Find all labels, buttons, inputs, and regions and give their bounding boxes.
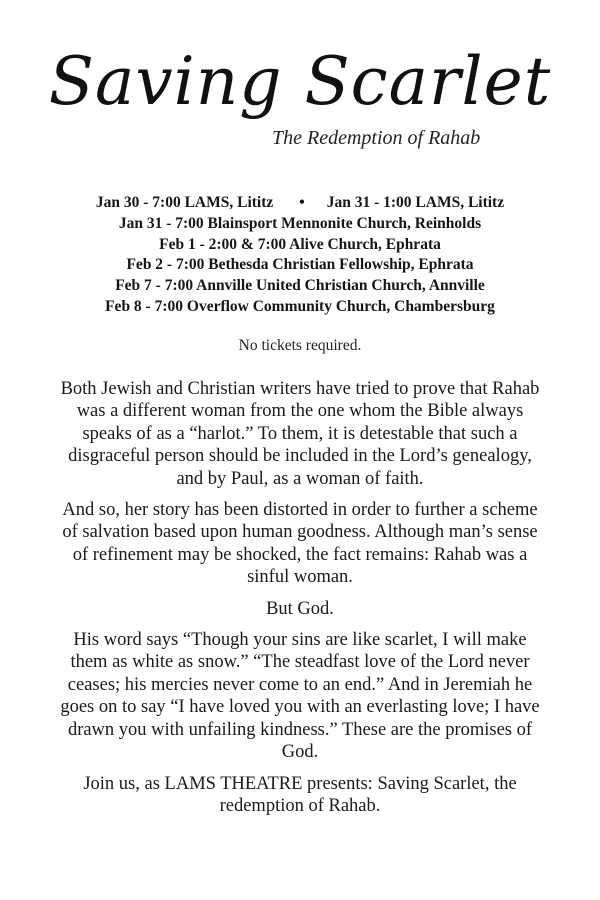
schedule-line: Feb 2 - 7:00 Bethesda Christian Fellowship, Ephrata bbox=[126, 256, 474, 274]
schedule-line: Jan 31 - 7:00 Blainsport Mennonite Church, Reinholds bbox=[118, 214, 482, 232]
body-paragraph: Join us, as LAMS THEATRE presents: Saving Scarlet, the redemption of Rahab. bbox=[83, 773, 517, 816]
page-title: Saving Scarlet bbox=[48, 43, 552, 120]
schedule-entry: Jan 30 - 7:00 LAMS, Lititz bbox=[95, 194, 274, 211]
performance-schedule bbox=[0, 193, 600, 318]
body-paragraph: And so, her story has been distorted in order to further a scheme of salvation based upon human goodness. Although man’s sense of refinement may be shocked, the fact remains: Rahab was a sinful woman. bbox=[62, 500, 538, 588]
schedule-line bbox=[0, 193, 600, 214]
body-paragraph: His word says “Though your sins are like scarlet, I will make them as white as snow.” “The steadfast love of the Lord never ceases; his mercies never come to an end.” And in Jeremiah he goes on to say “I have loved you with an everlasting love; I have drawn you with unfailing kindness.” These are the promises of God. bbox=[60, 630, 540, 763]
schedule-line: Feb 1 - 2:00 & 7:00 Alive Church, Ephrata bbox=[159, 235, 441, 253]
tickets-notice: No tickets required. bbox=[238, 337, 362, 354]
schedule-line: Feb 8 - 7:00 Overflow Community Church, Chambersburg bbox=[105, 297, 495, 315]
schedule-line: Feb 7 - 7:00 Annville United Christian Church, Annville bbox=[115, 277, 485, 295]
schedule-entry: Jan 31 - 1:00 LAMS, Lititz bbox=[326, 194, 505, 211]
body-paragraph: But God. bbox=[266, 598, 334, 619]
description-body bbox=[60, 378, 540, 826]
body-paragraph: Both Jewish and Christian writers have tried to prove that Rahab was a different woman from the one whom the Bible always speaks of as a “harlot.” To them, it is detestable that such a disgraceful person should be included in the Lord’s genealogy, and by Paul, as a woman of faith. bbox=[60, 379, 540, 489]
bullet-separator: • bbox=[299, 194, 305, 211]
page-subtitle: The Redemption of Rahab bbox=[272, 127, 481, 149]
